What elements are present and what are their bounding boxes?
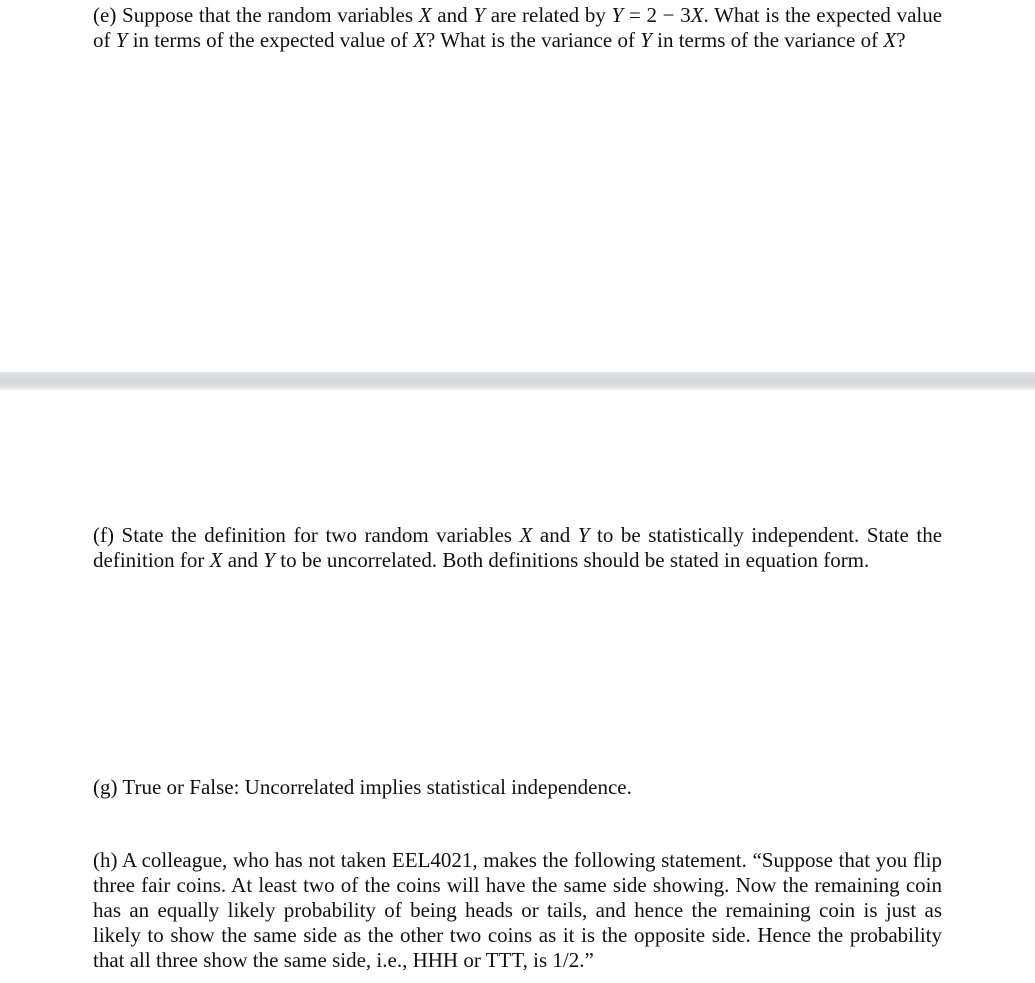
question-g [93, 775, 942, 800]
question-g-label: (g) [93, 775, 118, 799]
question-h-text: A colleague, who has not taken EEL4021, makes the following statement. “Suppose that you flip three fair coins. At least two of the coins will have the same side showing. Now the remaining coin has an equally likely probability of being heads or tails, and hence the remaining coin is just as likely to show the same side as the other two coins as it is the opposite side. Hence the probability that all three show the same side, i.e., HHH or TTT, is 1/2.” [93, 848, 942, 972]
question-e-label: (e) [93, 3, 117, 27]
question-e: (e) Suppose that the random variables X and Y are related by Y = 2 − 3X. What is the expected value of Y in terms of the expected value of X? What is the variance of Y in terms of the variance of X? [93, 3, 943, 52]
question-g-text: True or False: Uncorrelated implies statistical independence. [122, 775, 632, 799]
question-f-label: (f) [93, 523, 114, 547]
document-page-1 [0, 0, 1035, 372]
page-divider [0, 372, 1035, 390]
question-h [93, 848, 942, 973]
equation-y-equals-2-minus-3x: Y = 2 − 3X [611, 3, 704, 27]
document-page-2 [0, 390, 1035, 983]
math-variable-y: Y [473, 3, 485, 27]
question-f: (f) State the definition for two random variables X and Y to be statistically independent. State the definition for X and Y to be uncorrelated. Both definitions should be stated in equation form. [93, 523, 943, 572]
question-h-label: (h) [93, 848, 118, 872]
math-variable-x: X [418, 3, 432, 27]
